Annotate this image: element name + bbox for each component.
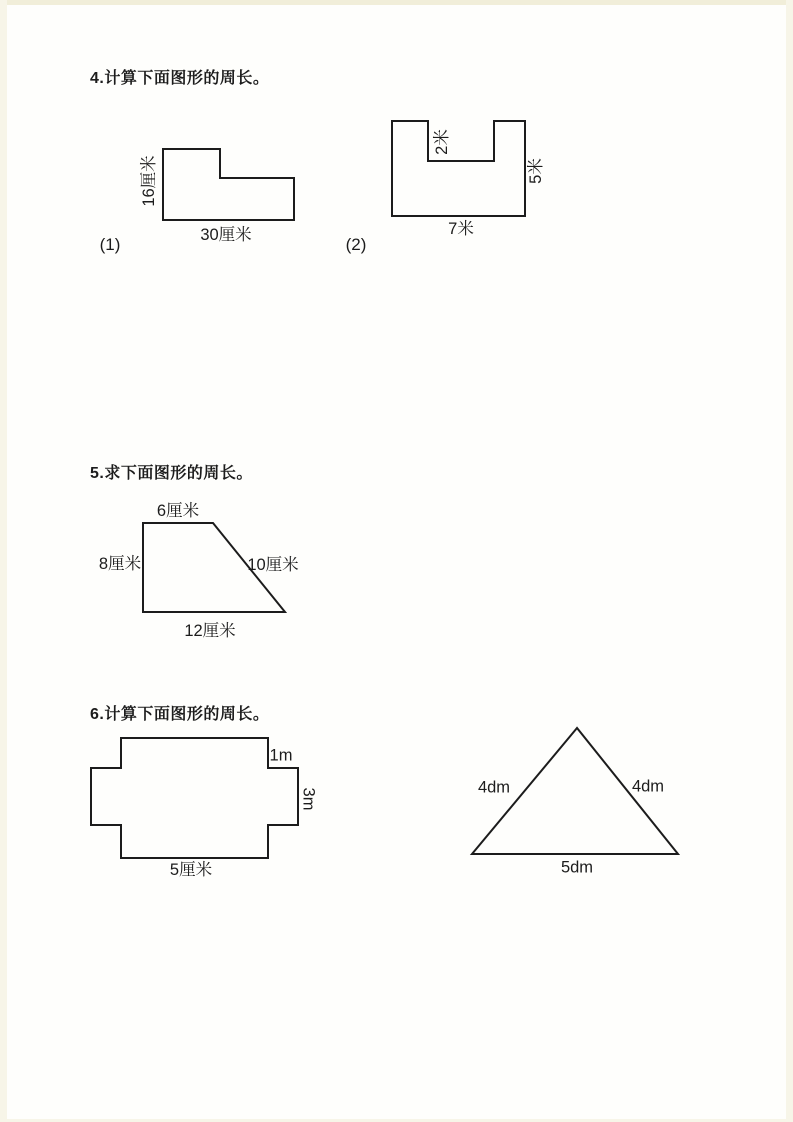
triangle-bottom-label: 5dm — [560, 858, 594, 877]
l-shape-left-label: 16厘米 — [140, 155, 158, 207]
triangle-left-label: 4dm — [477, 778, 511, 797]
u-shape-bottom-label: 7米 — [448, 220, 474, 238]
cross-bottom-label: 5厘米 — [169, 861, 213, 879]
page-edge-right — [786, 0, 793, 1122]
u-shape-figure — [389, 118, 529, 220]
question-5-heading: 5.求下面图形的周长。 — [90, 465, 253, 482]
page-edge-left — [0, 0, 7, 1122]
trapezoid-bottom-label: 12厘米 — [184, 622, 236, 640]
trapezoid-top-label: 6厘米 — [156, 502, 200, 520]
trapezoid-slant-label: 10厘米 — [247, 556, 299, 574]
cross-right-label: 3m — [299, 787, 318, 811]
question-6-heading: 6.计算下面图形的周长。 — [90, 706, 270, 723]
u-shape-notch-label: 2米 — [433, 129, 451, 155]
l-shape-figure — [160, 146, 298, 224]
figure-1-index: (1) — [99, 235, 121, 254]
figure-2-index: (2) — [345, 235, 367, 254]
question-4-heading: 4.计算下面图形的周长。 — [90, 70, 270, 87]
l-shape-bottom-label: 30厘米 — [200, 226, 252, 244]
cross-step-label: 1m — [269, 746, 293, 765]
page-edge-top — [0, 0, 793, 5]
trapezoid-left-label: 8厘米 — [98, 555, 142, 573]
triangle-right-label: 4dm — [631, 777, 665, 796]
u-shape-right-label: 5米 — [527, 158, 545, 184]
